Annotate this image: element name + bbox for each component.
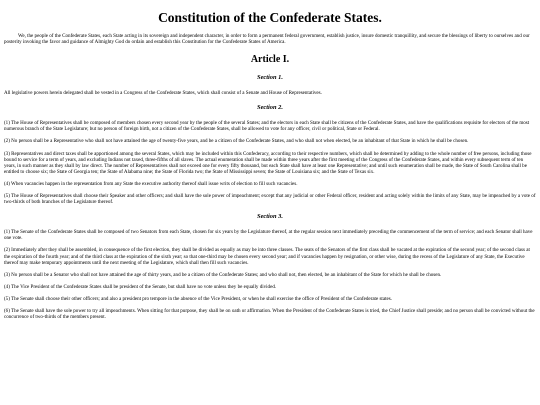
section-3-heading: Section 3. (257, 213, 283, 221)
section-1-heading: Section 1. (257, 74, 283, 82)
section-2-paragraph-3: (3) Representatives and direct taxes shall be apportioned among the several States, which may be included within this Confederacy, according to their respective numbers, which shall be determined by adding to the whole number of free persons, including those bound to service for a term of years, and excluding Indians not taxed, three-fifths of all slaves. The actual enumeration shall be made within three years after the first meeting of the Congress of the Confederate States, and within every subsequent term of ten years, in such manner as they shall by law direct. The number of Representatives shall not exceed one for every fifty thousand, but each State shall have at least one Representative; and until such enumeration shall be made, the State of South Carolina shall be entitled to choose six; the State of Georgia ten; the State of Alabama nine; the State of Florida two; the State of Mississippi seven; the State of Louisiana six; and the State of Texas six. (4, 150, 532, 175)
section-3-paragraph-6: (6) The Senate shall have the sole power to try all impeachments. When sitting for that purpose, they shall be on oath or affirmation. When the President of the Confederate States is tried, the Chief Justice shall preside; and no person shall be convicted without the concurrence of two-thirds of the members present. (4, 307, 535, 321)
section-2-paragraph-5: (5) The House of Representatives shall choose their Speaker and other officers; and shall have the sole power of impeachment; except that any judicial or other Federal officer, resident and acting solely within the limits of any State, may be impeached by a vote of two-thirds of both branches of the Legislature thereof. (4, 193, 536, 206)
section-2-paragraph-4: (4) When vacancies happen in the representation from any State the executive authority thereof shall issue writs of election to fill such vacancies. (4, 180, 298, 187)
section-3-paragraph-1: (1) The Senate of the Confederate States shall be composed of two Senators from each State, chosen for six years by the Legislature thereof, at the regular session next immediately preceding the commencement of the term of service; and each Senator shall have one vote. (4, 229, 533, 242)
page-title: Constitution of the Confederate States. (158, 10, 382, 25)
section-3-paragraph-5: (5) The Senate shall choose their other officers; and also a president pro tempore in the absence of the Vice President, or when he shall exercise the office of President of the Confederate states. (4, 295, 392, 302)
section-2-heading: Section 2. (257, 104, 283, 112)
section-3-paragraph-3: (3) No person shall be a Senator who shall not have attained the age of thirty years, and be a citizen of the Confederate States; and who shall not, then elected, be an inhabitant of the State for which he shall be chosen. (4, 271, 442, 278)
section-3-paragraph-4: (4) The Vice President of the Confederate States shall be president of the Senate, but shall have no vote unless they be equally divided. (4, 283, 277, 290)
section-1-paragraph-1: All legislative powers herein delegated shall be vested in a Congress of the Confederate States, which shall consist of a Senate and House of Representatives. (4, 90, 322, 97)
section-2-paragraph-1: (1) The House of Representatives shall be composed of members chosen every second year by the people of the several States; and the electors in each State shall be citizens of the Confederate States, and have the qualifications requisite for electors of the most numerous branch of the State Legislature; but no person of foreign birth, not a citizen of the Confederate States, shall be allowed to vote for any officer, civil or political, State or Federal. (4, 120, 530, 133)
preamble-paragraph: We, the people of the Confederate States, each State acting in its sovereign and independent character, in order to form a permanent federal government, establish justice, insure domestic tranquillity, and secure the blessings of liberty to ourselves and our posterity invoking the favor and guidance of Almighty God do ordain and establish this Constitution for the Confederate States of America. (4, 33, 530, 46)
article-heading: Article I. (250, 54, 290, 66)
section-3-paragraph-2: (2) Immediately after they shall be assembled, in consequence of the first election, they shall be divided as equally as may be into three classes. The seats of the Senators of the first class shall be vacated at the expiration of the second year; of the second class at the expiration of the fourth year; and of the third class at the expiration of the sixth year; so that one-third may be chosen every second year; and if vacancies happen by resignation, or other wise, during the recess of the Legislature of any State, the Executive thereof may make temporary appointments until the next meeting of the Legislature, which shall then fill such vacancies. (4, 247, 530, 266)
section-2-paragraph-2: (2) No person shall be a Representative who shall not have attained the age of twenty-five years, and be a citizen of the Confederate States, and who shall not when elected, be an inhabitant of that State in which he shall be chosen. (4, 138, 469, 145)
